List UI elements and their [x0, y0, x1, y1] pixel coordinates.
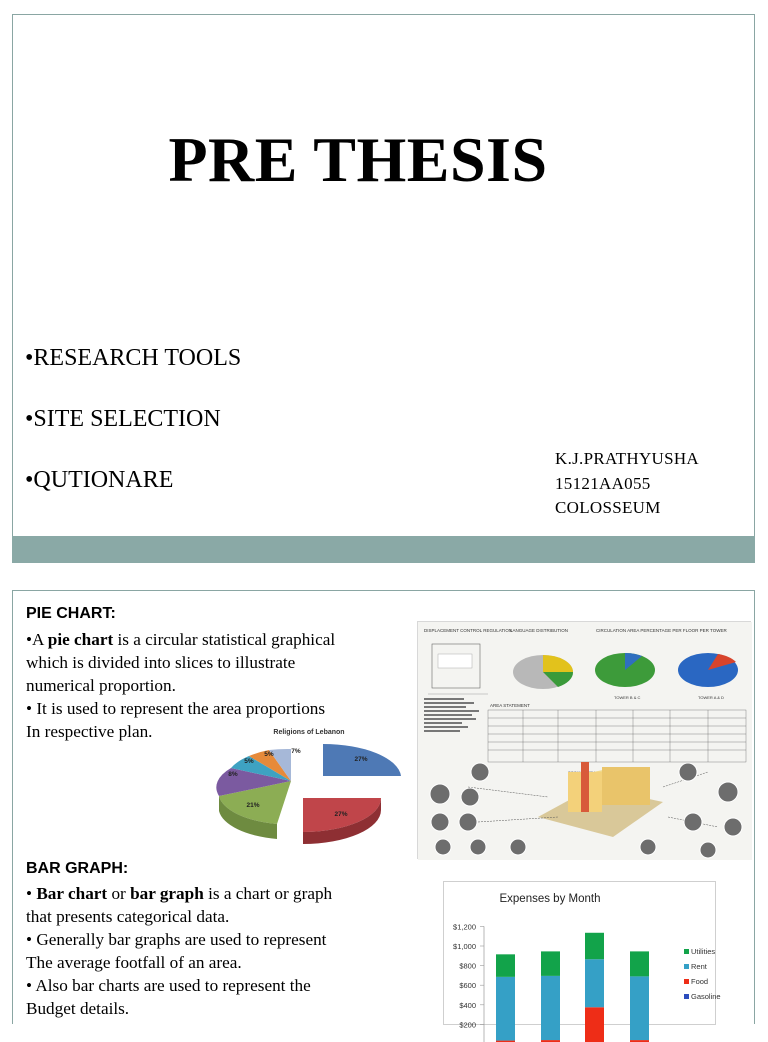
bullet-qutionare: •QUTIONARE	[25, 467, 174, 493]
bar-line: that presents categorical data.	[26, 907, 230, 926]
bar-segment-utilities	[630, 951, 649, 976]
board-heading: CIRCULATION AREA PERCENTAGE PER FLOOR PER TOWER	[596, 628, 727, 633]
bar-segment-utilities	[541, 951, 560, 976]
board-label: TOWER A & D	[698, 695, 724, 700]
pie-chart	[191, 726, 423, 876]
legend-swatch	[684, 964, 689, 969]
bar-line: Budget details.	[26, 999, 130, 1018]
pie-title: Religions of Lebanon	[273, 729, 345, 736]
bar-segment-rent	[541, 976, 560, 1040]
bar-graph-heading: BAR GRAPH:	[26, 860, 129, 877]
bullet-research-tools: •RESEARCH TOOLS	[25, 345, 242, 371]
y-tick-label: $1,000	[453, 942, 476, 951]
architecture-board-image	[417, 621, 751, 859]
y-tick-label: $800	[459, 961, 476, 971]
bar-segment-rent	[585, 959, 604, 1007]
pie-line: •A pie chart is a circular statistical graphical	[26, 630, 336, 649]
pie-line: numerical proportion.	[26, 676, 176, 695]
bar-line: • Also bar charts are used to represent the	[26, 976, 311, 995]
legend-label: Gasoline	[691, 992, 721, 1001]
y-tick-label: $600	[459, 981, 476, 991]
y-tick-label: $1,200	[453, 922, 476, 932]
pie-slices-right	[303, 744, 401, 844]
bar-segment-utilities	[585, 933, 604, 959]
bar-segment-food	[585, 1007, 604, 1042]
board-heading: DISPLACEMENT CONTROL REGULATION	[424, 628, 513, 633]
bar-line: • Generally bar graphs are used to represent	[26, 930, 327, 949]
legend-swatch	[684, 994, 689, 999]
pie-label: 21%	[246, 802, 260, 809]
pie-line: which is divided into slices to illustrate	[26, 653, 296, 672]
author-college: COLOSSEUM	[555, 498, 661, 517]
board-label: TOWER B & C	[614, 695, 641, 700]
bar-line: The average footfall of an area.	[26, 953, 242, 972]
board-heading: LANGUAGE DISTRIBUTION	[510, 628, 569, 633]
bar-line: • Bar chart or bar graph is a chart or graph	[26, 884, 333, 903]
slide-title: PRE THESIS	[168, 124, 548, 195]
pie-label: 27%	[334, 811, 348, 818]
pie-label: 8%	[228, 771, 238, 778]
pie-label: 5%	[244, 758, 254, 765]
pie-label: 5%	[264, 751, 274, 758]
bar-segment-rent	[630, 976, 649, 1040]
board-label: AREA STATEMENT	[490, 703, 530, 708]
y-tick-label: $400	[459, 1000, 476, 1010]
author-id: 15121AA055	[555, 473, 651, 493]
bar-chart	[443, 881, 721, 1030]
bullet-site-selection: •SITE SELECTION	[25, 406, 221, 432]
author-block	[555, 447, 699, 521]
footer-band	[12, 536, 755, 563]
bar-segment-rent	[496, 977, 515, 1041]
legend-label: Rent	[691, 962, 707, 971]
bar-graph-description	[26, 882, 332, 1020]
author-name: K.J.PRATHYUSHA	[555, 449, 700, 468]
bar-chart-title: Expenses by Month	[499, 893, 601, 905]
pie-line: • It is used to represent the area proportions	[26, 699, 326, 718]
title-slide	[12, 14, 755, 563]
legend-swatch	[684, 979, 689, 984]
pie-line: In respective plan.	[26, 722, 153, 741]
y-tick-label: $200	[459, 1020, 476, 1030]
bar-segment-utilities	[496, 954, 515, 977]
legend-label: Utilities	[691, 947, 716, 956]
pie-chart-heading: PIE CHART:	[26, 605, 116, 622]
legend-label: Food	[691, 977, 709, 986]
pie-label: 27%	[354, 756, 368, 763]
legend-swatch	[684, 949, 689, 954]
pie-label: 7%	[291, 748, 301, 755]
content-slide	[12, 590, 755, 1030]
